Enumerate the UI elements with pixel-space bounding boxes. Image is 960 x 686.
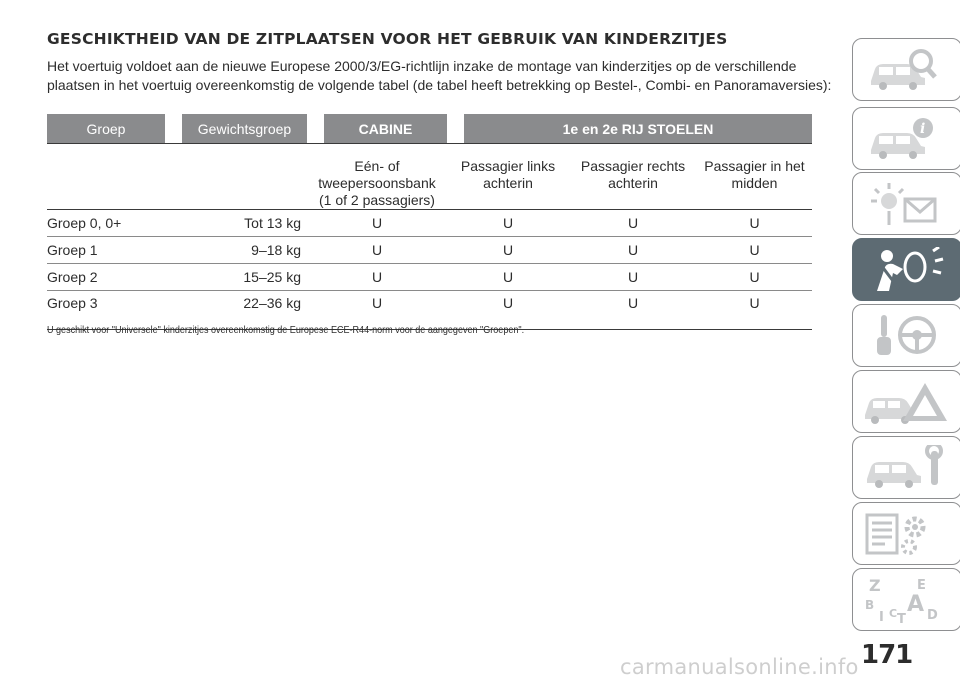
page-title: GESCHIKTHEID VAN DE ZITPLAATSEN VOOR HET GEBRUIK VAN KINDERZITJES: [47, 30, 728, 48]
subheader-line: achterin: [608, 175, 658, 191]
footnote: U geschikt voor "Universele" kinderzitjes overeenkomstig de Europese ECE-R44-norm voor de aangegeven "Groepen".: [47, 324, 525, 336]
cell-value: U: [569, 291, 697, 330]
cell-weight: Tot 13 kg: [165, 210, 307, 237]
car-info-icon: [863, 116, 953, 162]
cell-weight: 9–18 kg: [165, 237, 307, 264]
index-letter: C: [889, 607, 898, 620]
tab-specifications[interactable]: [852, 502, 960, 565]
subheader-line: midden: [731, 175, 778, 191]
cell-value: U: [697, 264, 812, 291]
index-letter: D: [927, 608, 938, 623]
cell-group: Groep 0, 0+: [47, 210, 165, 237]
seatbelt-airbag-icon: [863, 247, 953, 293]
car-search-icon: [863, 47, 953, 93]
specifications-icon: [863, 511, 953, 557]
cell-value: U: [307, 210, 447, 237]
tab-warning-lights[interactable]: [852, 172, 960, 235]
tab-car-search[interactable]: [852, 38, 960, 101]
header-weight: Gewichtsgroep: [165, 114, 307, 143]
tab-car-info[interactable]: [852, 107, 960, 170]
cell-value: U: [307, 237, 447, 264]
subheader-row: [47, 143, 812, 210]
subheader-line: tweepersoonsbank: [318, 175, 436, 191]
intro-paragraph: [47, 57, 832, 95]
subheader-line: Passagier links: [460, 158, 556, 174]
cell-value: U: [447, 264, 569, 291]
index-letter: I: [879, 610, 884, 623]
subheader-line: Eén- of: [354, 158, 400, 174]
key-steering-wheel-icon: [863, 313, 953, 359]
cell-value: U: [697, 210, 812, 237]
tab-safety[interactable]: [852, 238, 960, 301]
cell-value: U: [569, 264, 697, 291]
tab-driving[interactable]: [852, 304, 960, 367]
index-letter: B: [865, 598, 875, 612]
cell-group: Groep 3: [47, 291, 165, 330]
subheader-line: Passagier in het: [704, 158, 805, 174]
table-row: [47, 237, 812, 264]
cell-value: U: [569, 210, 697, 237]
subheader-line: achterin: [483, 175, 533, 191]
cell-value: U: [447, 210, 569, 237]
seat-compatibility-table: [47, 114, 812, 330]
watermark: carmanualsonline.info: [620, 655, 859, 679]
subheader-empty: [47, 143, 165, 210]
subheader-line: Passagier rechts: [580, 158, 686, 174]
alphabetical-index-icon: [863, 577, 953, 623]
subheader-middle: [697, 143, 812, 210]
cell-weight: 22–36 kg: [165, 291, 307, 330]
tab-emergency[interactable]: [852, 370, 960, 433]
subheader-right-rear: [569, 143, 697, 210]
page-number: 171: [861, 640, 913, 670]
cell-group: Groep 1: [47, 237, 165, 264]
cell-value: U: [697, 237, 812, 264]
cell-value: U: [447, 291, 569, 330]
header-rows-seats: 1e en 2e RIJ STOELEN: [447, 114, 812, 143]
subheader-left-rear: [447, 143, 569, 210]
cell-value: U: [569, 237, 697, 264]
intro-line: Het voertuig voldoet aan de nieuwe Europese 2000/3/EG-richtlijn inzake de montage van kinderzitjes op de verschillende: [47, 58, 797, 74]
cell-value: U: [697, 291, 812, 330]
car-breakdown-icon: [863, 379, 953, 425]
subheader-empty: [165, 143, 307, 210]
cell-group: Groep 2: [47, 264, 165, 291]
index-letter: T: [897, 612, 906, 623]
index-letter: A: [907, 592, 925, 617]
tab-index[interactable]: [852, 568, 960, 631]
index-letter: Z: [869, 577, 881, 595]
svg-text:i: i: [920, 121, 926, 137]
table-row: [47, 210, 812, 237]
cell-value: U: [307, 291, 447, 330]
cell-value: U: [307, 264, 447, 291]
subheader-bench: [307, 143, 447, 210]
tab-maintenance[interactable]: [852, 436, 960, 499]
index-letter: E: [917, 578, 926, 593]
header-cabin: CABINE: [307, 114, 447, 143]
header-group: Groep: [47, 114, 165, 143]
header-row: [47, 114, 812, 143]
car-maintenance-icon: [863, 445, 953, 491]
warning-lights-icon: [863, 181, 953, 227]
cell-weight: 15–25 kg: [165, 264, 307, 291]
cell-value: U: [447, 237, 569, 264]
subheader-line: (1 of 2 passagiers): [319, 192, 435, 208]
table-row: [47, 264, 812, 291]
intro-line: plaatsen in het voertuig overeenkomstig de volgende tabel (de tabel heeft betrekking op Bestel-, Combi- en Panoramaversies):: [47, 77, 832, 93]
